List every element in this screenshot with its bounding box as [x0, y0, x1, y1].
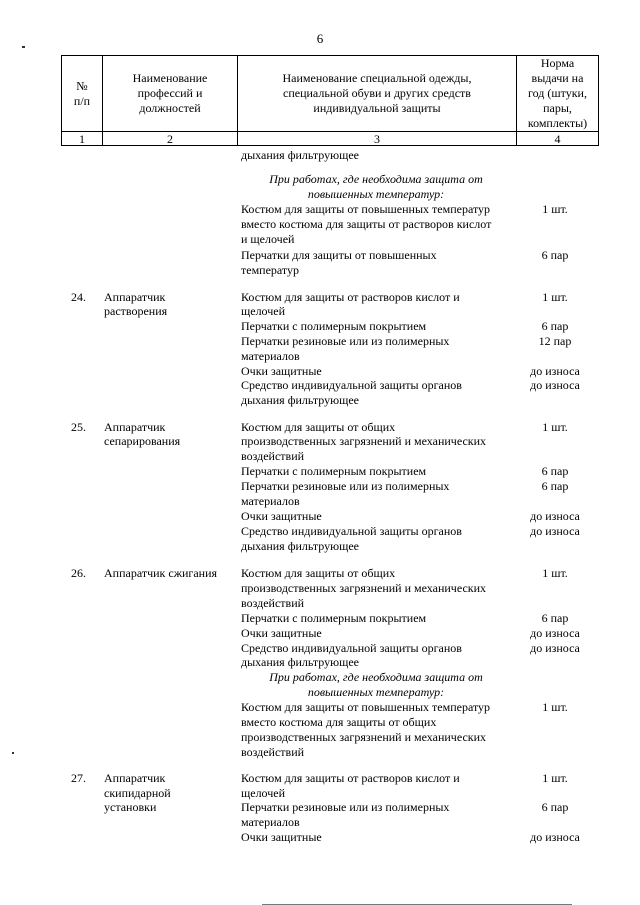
column-number: 3 — [238, 132, 517, 146]
equipment-text: щелочей — [241, 304, 286, 318]
equipment-text: Очки защитные — [241, 830, 322, 844]
norm-value: до износа — [530, 378, 580, 392]
norm-value: 6 пар — [541, 800, 569, 814]
norm-value: 1 шт. — [542, 566, 568, 580]
equipment-text: материалов — [241, 349, 300, 363]
equipment-text: дыхания фильтрующее — [241, 539, 359, 553]
equipment-text: воздействий — [241, 449, 305, 463]
equipment-text: производственных загрязнений и механических — [241, 434, 487, 448]
header-number-cell — [62, 56, 103, 132]
profession-name: Аппаратчик сжигания — [104, 566, 218, 580]
table-header — [61, 55, 599, 146]
equipment-text: Перчатки резиновые или из полимерных — [241, 479, 450, 493]
profession-name: Аппаратчик — [104, 420, 166, 434]
profession-name: скипидарной — [104, 786, 171, 800]
norm-value: 6 пар — [541, 319, 569, 333]
condition-note: При работах, где необходима защита от — [269, 670, 483, 684]
equipment-text: дыхания фильтрующее — [241, 148, 359, 162]
equipment-text: Очки защитные — [241, 364, 322, 378]
equipment-text: Костюм для защиты от повышенных температур — [241, 202, 491, 216]
equipment-text: материалов — [241, 494, 300, 508]
norm-value: до износа — [530, 524, 580, 538]
equipment-text: Костюм для защиты от общих — [241, 566, 396, 580]
equipment-text: Перчатки с полимерным покрытием — [241, 464, 427, 478]
equipment-text: Костюм для защиты от общих — [241, 420, 396, 434]
equipment-text: Перчатки резиновые или из полимерных — [241, 800, 450, 814]
scan-mark — [22, 46, 25, 48]
header-text: комплекты) — [527, 116, 588, 130]
norm-value: 6 пар — [541, 479, 569, 493]
equipment-text: и щелочей — [241, 232, 295, 246]
equipment-text: Костюм для защиты от растворов кислот и — [241, 290, 460, 304]
norm-value: 6 пар — [541, 611, 569, 625]
column-number: 2 — [103, 132, 238, 146]
profession-name: сепарирования — [104, 434, 181, 448]
equipment-text: дыхания фильтрующее — [241, 655, 359, 669]
norm-value: 6 пар — [541, 464, 569, 478]
row-number: 25. — [71, 420, 86, 434]
page-number: 6 — [316, 31, 324, 46]
header-text: выдачи на — [531, 71, 584, 85]
equipment-text: Костюм для защиты от повышенных температур — [241, 700, 491, 714]
equipment-text: вместо костюма для защиты от общих — [241, 715, 437, 729]
equipment-text: Перчатки для защиты от повышенных — [241, 248, 437, 262]
profession-name: растворения — [104, 304, 168, 318]
norm-value: 1 шт. — [542, 420, 568, 434]
equipment-text: Очки защитные — [241, 509, 322, 523]
header-text: п/п — [73, 93, 91, 108]
equipment-text: щелочей — [241, 786, 286, 800]
equipment-text: материалов — [241, 815, 300, 829]
column-number: 1 — [62, 132, 103, 146]
norm-value: до износа — [530, 364, 580, 378]
condition-note: повышенных температур: — [307, 685, 445, 699]
equipment-text: вместо костюма для защиты от растворов кислот — [241, 217, 492, 231]
column-number: 4 — [517, 132, 599, 146]
header-text: Наименование специальной одежды, — [282, 71, 472, 85]
norm-value: до износа — [530, 509, 580, 523]
equipment-text: производственных загрязнений и механических — [241, 581, 487, 595]
equipment-text: воздействий — [241, 745, 305, 759]
profession-name: Аппаратчик — [104, 290, 166, 304]
equipment-text: Очки защитные — [241, 626, 322, 640]
norm-value: 1 шт. — [542, 202, 568, 216]
norm-value: 6 пар — [541, 248, 569, 262]
equipment-text: Перчатки с полимерным покрытием — [241, 319, 427, 333]
equipment-text: Перчатки резиновые или из полимерных — [241, 334, 450, 348]
condition-note: повышенных температур: — [307, 187, 445, 201]
header-text: Норма — [540, 56, 575, 70]
condition-note: При работах, где необходима защита от — [269, 172, 483, 186]
row-number: 24. — [71, 290, 86, 304]
header-profession-cell — [103, 56, 238, 132]
profession-name: установки — [104, 800, 157, 814]
equipment-text: производственных загрязнений и механических — [241, 730, 487, 744]
equipment-text: дыхания фильтрующее — [241, 393, 359, 407]
header-text: специальной обуви и других средств — [283, 86, 471, 100]
header-text: профессий и — [137, 86, 203, 100]
header-text: № — [76, 78, 88, 93]
equipment-text: Средство индивидуальной защиты органов — [241, 641, 462, 655]
equipment-text: воздействий — [241, 596, 305, 610]
norm-value: до износа — [530, 626, 580, 640]
profession-name: Аппаратчик — [104, 771, 166, 785]
norm-value: 1 шт. — [542, 771, 568, 785]
norm-value: до износа — [530, 830, 580, 844]
equipment-text: Костюм для защиты от растворов кислот и — [241, 771, 460, 785]
norm-value: до износа — [530, 641, 580, 655]
scan-mark — [12, 752, 14, 754]
row-number: 26. — [71, 566, 86, 580]
header-text: должностей — [139, 101, 201, 115]
header-norm-cell — [517, 56, 599, 132]
header-text: Наименование — [132, 71, 208, 85]
header-text: год (штуки, — [528, 86, 587, 100]
equipment-text: Средство индивидуальной защиты органов — [241, 378, 462, 392]
norm-value: 1 шт. — [542, 700, 568, 714]
header-text: пары, — [543, 101, 572, 115]
equipment-text: Перчатки с полимерным покрытием — [241, 611, 427, 625]
norm-value: 1 шт. — [542, 290, 568, 304]
header-equipment-cell — [238, 56, 517, 132]
row-number: 27. — [71, 771, 86, 785]
equipment-text: температур — [241, 263, 300, 277]
equipment-text: Средство индивидуальной защиты органов — [241, 524, 462, 538]
norm-value: 12 пар — [538, 334, 572, 348]
header-text: индивидуальной защиты — [313, 101, 441, 115]
